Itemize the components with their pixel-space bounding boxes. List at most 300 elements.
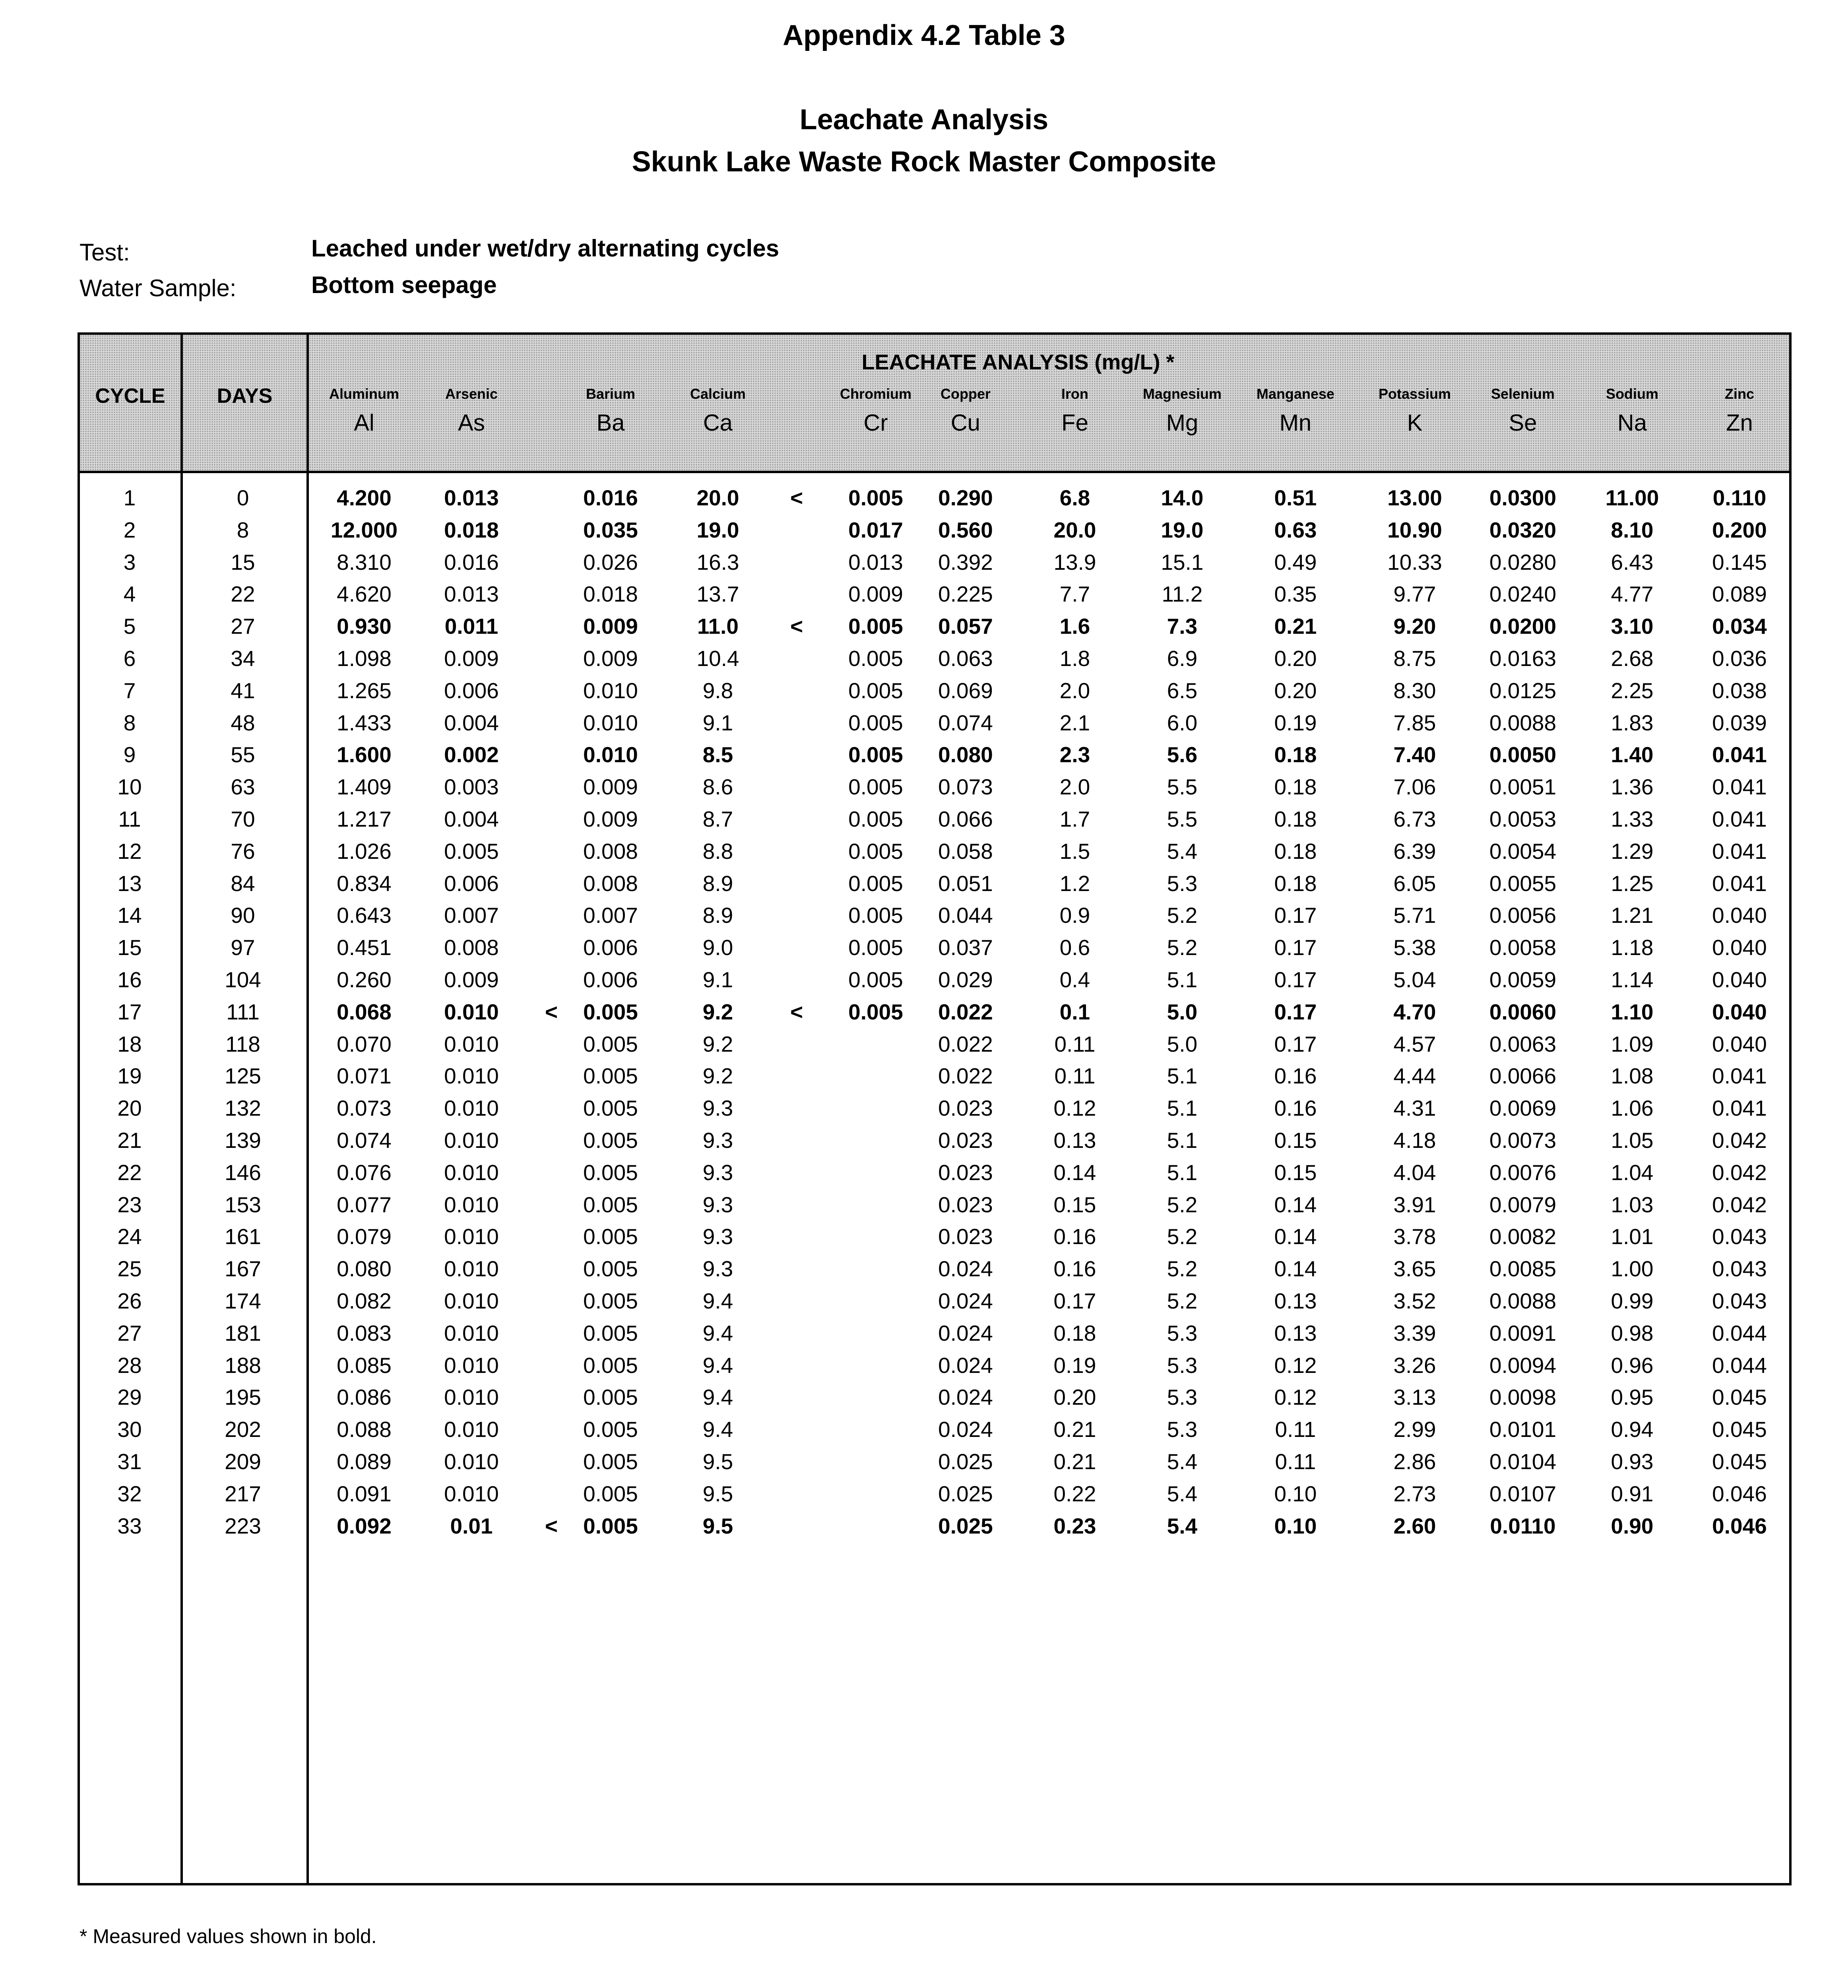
value-cell-ca: 9.3 xyxy=(702,1256,733,1281)
value-cell-cu: 0.051 xyxy=(938,871,993,896)
value-cell-as: 0.010 xyxy=(444,1031,499,1056)
value-cell-ca: 20.0 xyxy=(696,485,739,510)
value-cell-fe: 7.7 xyxy=(1059,582,1090,607)
value-cell-mn: 0.63 xyxy=(1274,517,1317,542)
value-cell-fe: 1.5 xyxy=(1059,839,1090,864)
cycle-cell: 18 xyxy=(117,1031,142,1056)
value-cell-cr: 0.005 xyxy=(848,839,903,864)
value-cell-k: 3.26 xyxy=(1393,1353,1436,1378)
value-cell-zn: 0.041 xyxy=(1712,742,1767,767)
cycle-cell: 16 xyxy=(117,967,142,992)
value-cell-as: 0.013 xyxy=(444,485,499,510)
value-cell-cu: 0.080 xyxy=(938,742,993,767)
value-cell-mg: 5.2 xyxy=(1167,903,1198,928)
days-cell: 84 xyxy=(231,871,255,896)
cycle-cell: 17 xyxy=(117,999,142,1024)
value-cell-mg: 5.2 xyxy=(1167,1192,1198,1217)
value-cell-cu: 0.023 xyxy=(938,1160,993,1185)
value-cell-fe: 0.9 xyxy=(1059,903,1090,928)
days-cell: 174 xyxy=(225,1289,261,1313)
value-cell-zn: 0.042 xyxy=(1712,1128,1767,1153)
value-cell-k: 9.77 xyxy=(1393,582,1436,607)
value-cell-al: 1.409 xyxy=(337,775,392,800)
value-cell-zn: 0.040 xyxy=(1712,999,1767,1024)
value-cell-zn: 0.145 xyxy=(1712,549,1767,575)
value-cell-fe: 0.16 xyxy=(1053,1224,1096,1249)
value-cell-k: 6.73 xyxy=(1393,807,1436,831)
value-cell-se: 0.0051 xyxy=(1489,775,1557,800)
value-cell-al: 1.026 xyxy=(337,839,392,864)
element-symbol-header: Cr xyxy=(863,410,888,436)
value-cell-se: 0.0066 xyxy=(1489,1064,1557,1089)
value-cell-ca: 9.4 xyxy=(702,1289,733,1313)
value-cell-na: 0.95 xyxy=(1611,1385,1654,1410)
value-cell-as: 0.003 xyxy=(444,775,499,800)
value-cell-mg: 5.2 xyxy=(1167,1289,1198,1313)
value-cell-ba: 0.026 xyxy=(583,549,638,575)
value-cell-al: 0.070 xyxy=(337,1031,392,1056)
days-cell: 223 xyxy=(225,1513,261,1538)
element-name-header: Arsenic xyxy=(445,386,498,402)
value-cell-k: 9.20 xyxy=(1393,614,1436,639)
element-name-header: Iron xyxy=(1061,386,1088,402)
days-cell: 146 xyxy=(225,1160,261,1185)
value-cell-mn: 0.10 xyxy=(1274,1513,1317,1538)
value-cell-na: 1.04 xyxy=(1611,1160,1654,1185)
cycle-cell: 22 xyxy=(117,1160,142,1185)
value-cell-zn: 0.040 xyxy=(1712,935,1767,960)
value-cell-mg: 5.2 xyxy=(1167,1224,1198,1249)
value-cell-k: 4.31 xyxy=(1393,1096,1436,1121)
value-cell-as: 0.010 xyxy=(444,1353,499,1378)
value-cell-ca: 9.8 xyxy=(702,678,733,703)
value-cell-as: 0.004 xyxy=(444,710,499,735)
value-cell-mg: 5.3 xyxy=(1167,1353,1198,1378)
value-cell-na: 1.25 xyxy=(1611,871,1654,896)
value-cell-fe: 1.2 xyxy=(1059,871,1090,896)
value-cell-cu: 0.225 xyxy=(938,582,993,607)
value-cell-mn: 0.11 xyxy=(1275,1449,1316,1474)
value-cell-na: 1.10 xyxy=(1611,999,1654,1024)
value-cell-ca: 10.4 xyxy=(696,646,739,671)
value-cell-al: 0.073 xyxy=(337,1096,392,1121)
value-cell-zn: 0.046 xyxy=(1712,1481,1767,1506)
value-cell-na: 8.10 xyxy=(1611,517,1654,542)
value-cell-ca: 9.5 xyxy=(702,1449,733,1474)
days-cell: 22 xyxy=(231,582,255,607)
value-cell-na: 0.99 xyxy=(1611,1289,1654,1313)
value-cell-ca: 11.0 xyxy=(697,614,739,639)
value-cell-ba: 0.008 xyxy=(583,871,638,896)
element-name-header: Selenium xyxy=(1491,386,1555,402)
value-cell-ba: 0.010 xyxy=(583,710,638,735)
value-cell-na: 1.01 xyxy=(1611,1224,1654,1249)
value-cell-mg: 5.4 xyxy=(1167,1449,1198,1474)
value-cell-as: 0.01 xyxy=(450,1513,493,1538)
value-cell-na: 1.21 xyxy=(1611,903,1654,928)
value-cell-se: 0.0163 xyxy=(1489,646,1557,671)
value-cell-cu: 0.044 xyxy=(938,903,993,928)
value-cell-ca: 9.5 xyxy=(702,1481,733,1506)
value-cell-ba: 0.005 xyxy=(583,1256,638,1281)
value-cell-ca: 9.1 xyxy=(702,967,733,992)
value-cell-zn: 0.042 xyxy=(1712,1160,1767,1185)
value-cell-as: 0.008 xyxy=(444,935,499,960)
value-cell-mn: 0.12 xyxy=(1274,1385,1317,1410)
value-cell-mn: 0.18 xyxy=(1274,742,1317,767)
value-cell-ca: 19.0 xyxy=(696,517,739,542)
value-cell-zn: 0.043 xyxy=(1712,1289,1767,1313)
value-cell-se: 0.0055 xyxy=(1489,871,1557,896)
days-cell: 217 xyxy=(225,1481,261,1506)
value-cell-ca: 9.2 xyxy=(702,1064,733,1089)
value-cell-mg: 11.2 xyxy=(1162,582,1203,607)
value-cell-as: 0.011 xyxy=(444,614,498,639)
value-cell-k: 2.60 xyxy=(1393,1513,1436,1538)
value-cell-k: 3.65 xyxy=(1393,1256,1436,1281)
days-cell: 27 xyxy=(231,614,255,639)
cycle-cell: 30 xyxy=(117,1417,142,1442)
value-cell-ca: 9.2 xyxy=(702,999,733,1024)
cycle-cell: 21 xyxy=(117,1128,142,1153)
value-cell-al: 0.074 xyxy=(337,1128,392,1153)
value-cell-cu: 0.058 xyxy=(938,839,993,864)
value-cell-al: 0.092 xyxy=(337,1513,392,1538)
cycle-cell: 14 xyxy=(117,903,142,928)
sample-value: Bottom seepage xyxy=(311,272,497,298)
value-cell-mg: 5.3 xyxy=(1167,871,1198,896)
value-cell-ba: 0.005 xyxy=(583,1096,638,1121)
value-cell-ca: 9.3 xyxy=(702,1160,733,1185)
cycle-cell: 9 xyxy=(123,742,136,767)
value-cell-cu: 0.073 xyxy=(938,775,993,800)
value-cell-fe: 0.21 xyxy=(1053,1417,1096,1442)
value-cell-zn: 0.040 xyxy=(1712,967,1767,992)
value-cell-ba: 0.005 xyxy=(583,999,638,1024)
days-cell: 188 xyxy=(225,1353,261,1378)
value-cell-fe: 0.21 xyxy=(1053,1449,1096,1474)
value-cell-cu: 0.023 xyxy=(938,1224,993,1249)
value-cell-cr: 0.005 xyxy=(848,646,903,671)
value-cell-mn: 0.17 xyxy=(1274,967,1317,992)
value-cell-na: 1.18 xyxy=(1611,935,1654,960)
value-cell-mg: 5.2 xyxy=(1167,935,1198,960)
value-cell-fe: 0.11 xyxy=(1054,1064,1096,1089)
days-cell: 202 xyxy=(225,1417,261,1442)
value-cell-mg: 5.3 xyxy=(1167,1417,1198,1442)
value-cell-mn: 0.16 xyxy=(1274,1096,1317,1121)
value-cell-mn: 0.13 xyxy=(1274,1320,1317,1345)
value-cell-ca: 8.7 xyxy=(702,807,733,831)
value-cell-mg: 5.5 xyxy=(1167,775,1198,800)
value-cell-ca: 9.4 xyxy=(702,1320,733,1345)
value-cell-k: 4.44 xyxy=(1393,1064,1436,1089)
value-cell-al: 4.620 xyxy=(337,582,392,607)
value-cell-fe: 6.8 xyxy=(1059,485,1090,510)
value-cell-mn: 0.21 xyxy=(1274,614,1317,639)
cycle-cell: 27 xyxy=(117,1320,142,1345)
value-cell-ba: 0.007 xyxy=(583,903,638,928)
value-cell-fe: 0.12 xyxy=(1053,1096,1096,1121)
value-cell-fe: 0.22 xyxy=(1053,1481,1096,1506)
value-cell-cr: 0.005 xyxy=(848,775,903,800)
value-cell-se: 0.0088 xyxy=(1489,710,1557,735)
value-cell-mg: 5.1 xyxy=(1167,967,1198,992)
cycle-cell: 5 xyxy=(123,614,136,639)
value-cell-zn: 0.041 xyxy=(1712,1064,1767,1089)
value-cell-mn: 0.13 xyxy=(1274,1289,1317,1313)
value-cell-mn: 0.14 xyxy=(1274,1224,1317,1249)
value-cell-as: 0.009 xyxy=(444,967,499,992)
value-cell-cu: 0.063 xyxy=(938,646,993,671)
days-cell: 55 xyxy=(231,742,255,767)
value-cell-mn: 0.14 xyxy=(1274,1192,1317,1217)
days-header: DAYS xyxy=(217,384,273,408)
value-cell-zn: 0.046 xyxy=(1712,1513,1767,1538)
value-cell-cu: 0.029 xyxy=(938,967,993,992)
value-cell-zn: 0.200 xyxy=(1712,517,1767,542)
element-name-header: Zinc xyxy=(1724,386,1754,402)
value-cell-ba: 0.005 xyxy=(583,1385,638,1410)
value-cell-as: 0.016 xyxy=(444,549,499,575)
leachate-table xyxy=(78,332,1792,1885)
days-cell: 181 xyxy=(225,1320,261,1345)
value-cell-ba: 0.005 xyxy=(583,1353,638,1378)
value-cell-al: 12.000 xyxy=(330,517,398,542)
cycle-cell: 28 xyxy=(117,1353,142,1378)
days-cell: 15 xyxy=(231,549,255,575)
value-cell-na: 4.77 xyxy=(1611,582,1654,607)
value-cell-k: 10.33 xyxy=(1387,549,1442,575)
value-cell-k: 2.73 xyxy=(1393,1481,1436,1506)
days-cell: 0 xyxy=(237,485,249,510)
value-cell-zn: 0.044 xyxy=(1712,1353,1767,1378)
value-cell-cr: 0.013 xyxy=(848,549,903,575)
element-name-header: Barium xyxy=(586,386,636,402)
element-symbol-header: Se xyxy=(1509,410,1537,436)
value-cell-mn: 0.51 xyxy=(1274,485,1317,510)
value-cell-mn: 0.35 xyxy=(1274,582,1317,607)
cycle-cell: 11 xyxy=(118,807,141,831)
value-cell-se: 0.0300 xyxy=(1489,485,1557,510)
cycle-header: CYCLE xyxy=(95,384,165,408)
value-cell-fe: 0.16 xyxy=(1053,1256,1096,1281)
value-cell-as: 0.004 xyxy=(444,807,499,831)
value-cell-na: 0.91 xyxy=(1611,1481,1654,1506)
value-cell-mn: 0.20 xyxy=(1274,646,1317,671)
value-cell-al: 0.091 xyxy=(337,1481,392,1506)
value-cell-cu: 0.074 xyxy=(938,710,993,735)
value-cell-fe: 2.0 xyxy=(1059,775,1090,800)
value-cell-cr: 0.005 xyxy=(848,485,903,510)
value-cell-se: 0.0098 xyxy=(1489,1385,1557,1410)
days-cell: 209 xyxy=(225,1449,261,1474)
value-cell-fe: 2.0 xyxy=(1059,678,1090,703)
days-cell: 63 xyxy=(231,775,255,800)
value-cell-as: 0.007 xyxy=(444,903,499,928)
value-cell-fe: 0.1 xyxy=(1059,999,1090,1024)
days-cell: 167 xyxy=(225,1256,261,1281)
value-cell-cu: 0.290 xyxy=(938,485,993,510)
value-cell-na: 1.14 xyxy=(1611,967,1654,992)
value-cell-mg: 5.1 xyxy=(1167,1128,1198,1153)
days-cell: 195 xyxy=(225,1385,261,1410)
value-cell-cu: 0.024 xyxy=(938,1256,993,1281)
value-cell-cu: 0.023 xyxy=(938,1096,993,1121)
value-cell-cu: 0.024 xyxy=(938,1417,993,1442)
value-cell-fe: 0.13 xyxy=(1053,1128,1096,1153)
value-cell-ba: 0.005 xyxy=(583,1224,638,1249)
value-cell-na: 1.00 xyxy=(1611,1256,1654,1281)
value-cell-mn: 0.10 xyxy=(1274,1481,1317,1506)
value-cell-cu: 0.025 xyxy=(938,1513,993,1538)
value-cell-mn: 0.18 xyxy=(1274,839,1317,864)
value-cell-mn: 0.17 xyxy=(1274,1031,1317,1056)
value-cell-ba: 0.016 xyxy=(583,485,638,510)
value-cell-ca: 9.3 xyxy=(702,1192,733,1217)
value-cell-na: 0.96 xyxy=(1611,1353,1654,1378)
value-cell-se: 0.0110 xyxy=(1490,1513,1556,1538)
value-cell-mn: 0.18 xyxy=(1274,807,1317,831)
value-cell-ba: 0.005 xyxy=(583,1289,638,1313)
value-cell-as: 0.010 xyxy=(444,1320,499,1345)
cycle-cell: 6 xyxy=(123,646,136,671)
value-cell-zn: 0.041 xyxy=(1712,839,1767,864)
value-cell-na: 1.06 xyxy=(1611,1096,1654,1121)
footnote: * Measured values shown in bold. xyxy=(80,1925,377,1947)
page-title: Leachate Analysis xyxy=(799,104,1049,136)
value-cell-ca: 8.8 xyxy=(702,839,733,864)
cycle-cell: 24 xyxy=(117,1224,142,1249)
value-cell-al: 0.083 xyxy=(337,1320,392,1345)
value-cell-se: 0.0073 xyxy=(1489,1128,1557,1153)
value-cell-k: 8.75 xyxy=(1393,646,1436,671)
value-cell-al: 0.068 xyxy=(337,999,392,1024)
value-cell-k: 2.99 xyxy=(1393,1417,1436,1442)
value-cell-al: 1.600 xyxy=(337,742,392,767)
value-cell-ba: 0.009 xyxy=(583,807,638,831)
value-cell-k: 7.85 xyxy=(1393,710,1436,735)
value-cell-fe: 0.23 xyxy=(1053,1513,1096,1538)
value-cell-k: 5.71 xyxy=(1393,903,1436,928)
value-cell-mn: 0.15 xyxy=(1274,1160,1317,1185)
test-value: Leached under wet/dry alternating cycles xyxy=(311,235,780,262)
value-cell-mn: 0.16 xyxy=(1274,1064,1317,1089)
value-cell-al: 0.930 xyxy=(337,614,392,639)
value-cell-cu: 0.037 xyxy=(938,935,993,960)
value-cell-se: 0.0091 xyxy=(1489,1320,1557,1345)
page-subtitle: Skunk Lake Waste Rock Master Composite xyxy=(632,146,1216,178)
value-cell-cr: 0.009 xyxy=(848,582,903,607)
element-symbol-header: Ba xyxy=(596,410,625,436)
value-cell-se: 0.0085 xyxy=(1489,1256,1557,1281)
value-cell-se: 0.0125 xyxy=(1489,678,1557,703)
days-cell: 76 xyxy=(231,839,255,864)
value-cell-ba: 0.005 xyxy=(583,1192,638,1217)
value-cell-mg: 5.0 xyxy=(1167,1031,1198,1056)
value-cell-mn: 0.18 xyxy=(1274,775,1317,800)
value-cell-cr: 0.005 xyxy=(848,967,903,992)
value-cell-ca: 9.1 xyxy=(702,710,733,735)
value-cell-se: 0.0104 xyxy=(1489,1449,1557,1474)
value-cell-ba: 0.005 xyxy=(583,1449,638,1474)
value-cell-se: 0.0079 xyxy=(1489,1192,1557,1217)
value-cell-mn: 0.19 xyxy=(1274,710,1317,735)
cycle-cell: 3 xyxy=(123,549,136,575)
value-cell-al: 1.433 xyxy=(337,710,392,735)
value-cell-se: 0.0094 xyxy=(1489,1353,1557,1378)
value-cell-na: 2.68 xyxy=(1611,646,1654,671)
value-cell-mn: 0.12 xyxy=(1274,1353,1317,1378)
value-cell-fe: 0.15 xyxy=(1053,1192,1096,1217)
value-cell-al: 0.451 xyxy=(337,935,392,960)
value-cell-mg: 5.0 xyxy=(1167,999,1198,1024)
value-cell-ba: 0.010 xyxy=(583,678,638,703)
sample-label: Water Sample: xyxy=(80,275,237,301)
value-cell-zn: 0.044 xyxy=(1712,1320,1767,1345)
value-cell-mg: 6.0 xyxy=(1167,710,1198,735)
value-cell-k: 6.39 xyxy=(1393,839,1436,864)
value-cell-al: 0.085 xyxy=(337,1353,392,1378)
value-cell-mn: 0.11 xyxy=(1275,1417,1316,1442)
value-cell-al: 0.088 xyxy=(337,1417,392,1442)
cycle-cell: 10 xyxy=(117,775,142,800)
value-cell-cu: 0.022 xyxy=(938,999,993,1024)
value-cell-cu: 0.024 xyxy=(938,1320,993,1345)
value-cell-fe: 13.9 xyxy=(1053,549,1096,575)
value-cell-na: 1.03 xyxy=(1611,1192,1654,1217)
value-cell-mn: 0.15 xyxy=(1274,1128,1317,1153)
value-cell-fe: 0.19 xyxy=(1053,1353,1096,1378)
days-cell: 8 xyxy=(237,517,249,542)
value-cell-ba: 0.010 xyxy=(583,742,638,767)
value-cell-fe: 1.8 xyxy=(1059,646,1090,671)
value-cell-cu: 0.560 xyxy=(938,517,993,542)
value-cell-fe: 0.14 xyxy=(1053,1160,1096,1185)
value-cell-al: 0.080 xyxy=(337,1256,392,1281)
value-cell-ba: 0.005 xyxy=(583,1064,638,1089)
value-cell-as: 0.005 xyxy=(444,839,499,864)
days-cell: 132 xyxy=(225,1096,261,1121)
days-cell: 125 xyxy=(225,1064,261,1089)
value-cell-zn: 0.036 xyxy=(1712,646,1767,671)
value-cell-na: 1.36 xyxy=(1611,775,1654,800)
value-cell-fe: 2.3 xyxy=(1059,742,1090,767)
days-cell: 153 xyxy=(225,1192,261,1217)
value-cell-as: 0.010 xyxy=(444,1417,499,1442)
value-cell-al: 0.079 xyxy=(337,1224,392,1249)
value-cell-cr: 0.017 xyxy=(848,517,903,542)
value-cell-zn: 0.040 xyxy=(1712,1031,1767,1056)
value-cell-k: 3.52 xyxy=(1393,1289,1436,1313)
less-than-cr: < xyxy=(790,999,803,1024)
value-cell-ca: 13.7 xyxy=(696,582,739,607)
element-name-header: Potassium xyxy=(1378,386,1451,402)
value-cell-al: 8.310 xyxy=(337,549,392,575)
value-cell-se: 0.0058 xyxy=(1489,935,1557,960)
value-cell-ca: 9.3 xyxy=(702,1128,733,1153)
value-cell-mg: 5.6 xyxy=(1167,742,1198,767)
value-cell-as: 0.010 xyxy=(444,1385,499,1410)
value-cell-k: 13.00 xyxy=(1387,485,1442,510)
value-cell-ba: 0.009 xyxy=(583,775,638,800)
value-cell-se: 0.0107 xyxy=(1489,1481,1557,1506)
value-cell-k: 4.04 xyxy=(1393,1160,1436,1185)
element-symbol-header: Na xyxy=(1617,410,1647,436)
less-than-ba: < xyxy=(545,1513,558,1538)
cycle-cell: 12 xyxy=(117,839,142,864)
days-cell: 48 xyxy=(231,710,255,735)
